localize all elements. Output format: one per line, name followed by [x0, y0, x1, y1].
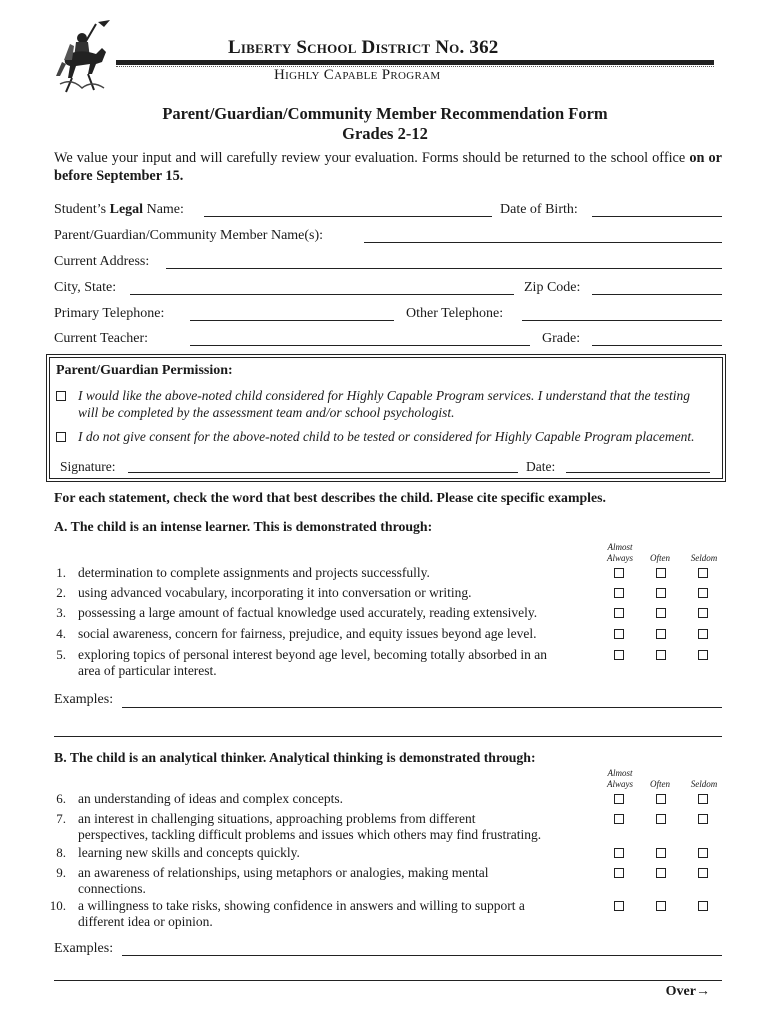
often-checkbox[interactable]	[656, 868, 666, 878]
almost-always-checkbox[interactable]	[614, 814, 624, 824]
other-phone-field[interactable]	[522, 320, 722, 321]
seldom-checkbox[interactable]	[698, 608, 708, 618]
col-often-b: Often	[650, 779, 670, 789]
examples-b-label: Examples:	[54, 941, 114, 956]
item-text: social awareness, concern for fairness, prejudice, and equity issues beyond age level.	[78, 626, 537, 641]
signature-label: Signature:	[60, 459, 116, 474]
guardian-name-label: Parent/Guardian/Community Member Name(s):	[54, 228, 324, 243]
signature-field[interactable]	[128, 472, 518, 473]
seldom-checkbox[interactable]	[698, 901, 708, 911]
consent-text-1: I would like the above-noted child considered for Highly Capable Program services. I understand that the testing	[78, 388, 691, 403]
often-checkbox[interactable]	[656, 588, 666, 598]
item-text: an interest in challenging situations, approaching problems from different	[78, 811, 476, 826]
col-always-a: Always	[607, 553, 633, 563]
item-text-cont: different idea or opinion.	[78, 914, 213, 929]
almost-always-checkbox[interactable]	[614, 848, 624, 858]
student-name-label-legal: Legal	[109, 202, 144, 217]
seldom-checkbox[interactable]	[698, 629, 708, 639]
no-consent-text: I do not give consent for the above-noted child to be tested or considered for Highly Capable Program placement.	[78, 429, 695, 444]
dob-label: Date of Birth:	[500, 202, 578, 217]
zip-label: Zip Code:	[524, 280, 581, 295]
seldom-checkbox[interactable]	[698, 794, 708, 804]
intro-body: We value your input and will carefully review your evaluation. Forms should be returned to the school office	[54, 150, 690, 166]
dob-field[interactable]	[592, 216, 722, 217]
col-almost-always-b	[600, 768, 640, 790]
almost-always-checkbox[interactable]	[614, 868, 624, 878]
examples-a-label: Examples:	[54, 692, 114, 707]
form-title: Parent/Guardian/Community Member Recommendation Form	[162, 104, 608, 123]
guardian-name-field[interactable]	[364, 242, 722, 243]
seldom-checkbox[interactable]	[698, 848, 708, 858]
seldom-checkbox[interactable]	[698, 650, 708, 660]
item-num: 5.	[56, 647, 66, 662]
often-checkbox[interactable]	[656, 848, 666, 858]
seldom-checkbox[interactable]	[698, 568, 708, 578]
address-label: Current Address:	[54, 254, 150, 269]
permission-heading: Parent/Guardian Permission:	[56, 363, 233, 378]
district-logo	[52, 18, 116, 96]
signature-date-label: Date:	[526, 459, 556, 474]
examples-a-field-2[interactable]	[54, 736, 722, 737]
item-text: an understanding of ideas and complex concepts.	[78, 791, 344, 806]
item-num: 3.	[56, 605, 66, 620]
consent-text-2: will be completed by the assessment team and/or school psychologist.	[78, 405, 455, 420]
item-text: determination to complete assignments and projects successfully.	[78, 565, 430, 580]
item-text: learning new skills and concepts quickly.	[78, 845, 300, 860]
item-num: 6.	[56, 791, 66, 806]
often-checkbox[interactable]	[656, 629, 666, 639]
grade-field[interactable]	[592, 345, 722, 346]
often-checkbox[interactable]	[656, 901, 666, 911]
no-consent-checkbox[interactable]	[56, 432, 66, 442]
item-text: using advanced vocabulary, incorporating it into conversation or writing.	[78, 585, 472, 600]
item-num: 8.	[56, 845, 66, 860]
often-checkbox[interactable]	[656, 568, 666, 578]
item-text: possessing a large amount of factual knowledge used accurately, reading extensively.	[78, 605, 538, 620]
item-num: 4.	[56, 626, 66, 641]
examples-a-field[interactable]	[122, 707, 722, 708]
item-num: 2.	[56, 585, 66, 600]
section-a-heading: A. The child is an intense learner. This is demonstrated through:	[54, 519, 433, 534]
student-name-field[interactable]	[204, 216, 492, 217]
instructions: For each statement, check the word that best describes the child. Please cite specific examples.	[54, 490, 606, 505]
student-name-label	[54, 202, 184, 218]
col-seldom-b: Seldom	[690, 779, 718, 789]
almost-always-checkbox[interactable]	[614, 901, 624, 911]
primary-phone-field[interactable]	[190, 320, 394, 321]
item-text: a willingness to take risks, showing confidence in answers and willing to support a	[78, 898, 525, 913]
often-checkbox[interactable]	[656, 814, 666, 824]
col-always-b: Always	[607, 779, 633, 789]
examples-b-field[interactable]	[122, 955, 722, 956]
form-grades: Grades 2-12	[342, 124, 428, 143]
section-b-heading: B. The child is an analytical thinker. Analytical thinking is demonstrated through:	[54, 750, 536, 765]
item-num: 9.	[56, 865, 66, 880]
item-text-cont: perspectives, tackling difficult problems and issues which others may find frustrating.	[78, 827, 542, 842]
often-checkbox[interactable]	[656, 794, 666, 804]
item-text-cont: area of particular interest.	[78, 663, 217, 678]
seldom-checkbox[interactable]	[698, 868, 708, 878]
knight-on-horseback-icon	[52, 18, 116, 96]
col-almost-b: Almost	[607, 768, 633, 778]
primary-phone-label: Primary Telephone:	[54, 306, 165, 321]
intro-text	[54, 149, 722, 185]
almost-always-checkbox[interactable]	[614, 794, 624, 804]
seldom-checkbox[interactable]	[698, 814, 708, 824]
almost-always-checkbox[interactable]	[614, 629, 624, 639]
col-almost-always-a	[600, 542, 640, 564]
signature-date-field[interactable]	[566, 472, 710, 473]
item-num: 1.	[56, 565, 66, 580]
often-checkbox[interactable]	[656, 608, 666, 618]
over-indicator: Over→	[665, 984, 710, 999]
address-field[interactable]	[166, 268, 722, 269]
item-text: exploring topics of personal interest beyond age level, becoming totally absorbed in an	[78, 647, 547, 662]
col-almost-a: Almost	[607, 542, 633, 552]
col-seldom-a: Seldom	[690, 553, 718, 563]
zip-field[interactable]	[592, 294, 722, 295]
consent-checkbox[interactable]	[56, 391, 66, 401]
district-name: Liberty School District No. 362	[228, 37, 499, 58]
teacher-field[interactable]	[190, 345, 530, 346]
item-num: 7.	[56, 811, 66, 826]
col-often-a: Often	[650, 553, 670, 563]
city-state-label: City, State:	[54, 280, 117, 295]
item-text-cont: connections.	[78, 881, 146, 896]
grade-label: Grade:	[542, 331, 581, 346]
student-name-label-pre: Student’s	[54, 202, 110, 217]
other-phone-label: Other Telephone:	[406, 306, 504, 321]
city-state-field[interactable]	[130, 294, 514, 295]
item-text: an awareness of relationships, using metaphors or analogies, making mental	[78, 865, 489, 880]
intro-deadline: on or before September 15.	[54, 150, 722, 184]
program-name: Highly Capable Program	[274, 67, 441, 83]
item-num: 10.	[49, 898, 66, 913]
seldom-checkbox[interactable]	[698, 588, 708, 598]
almost-always-checkbox[interactable]	[614, 588, 624, 598]
student-name-label-post: Name:	[143, 202, 184, 217]
examples-b-field-2[interactable]	[54, 980, 722, 981]
almost-always-checkbox[interactable]	[614, 650, 624, 660]
almost-always-checkbox[interactable]	[614, 568, 624, 578]
almost-always-checkbox[interactable]	[614, 608, 624, 618]
often-checkbox[interactable]	[656, 650, 666, 660]
teacher-label: Current Teacher:	[54, 331, 148, 346]
